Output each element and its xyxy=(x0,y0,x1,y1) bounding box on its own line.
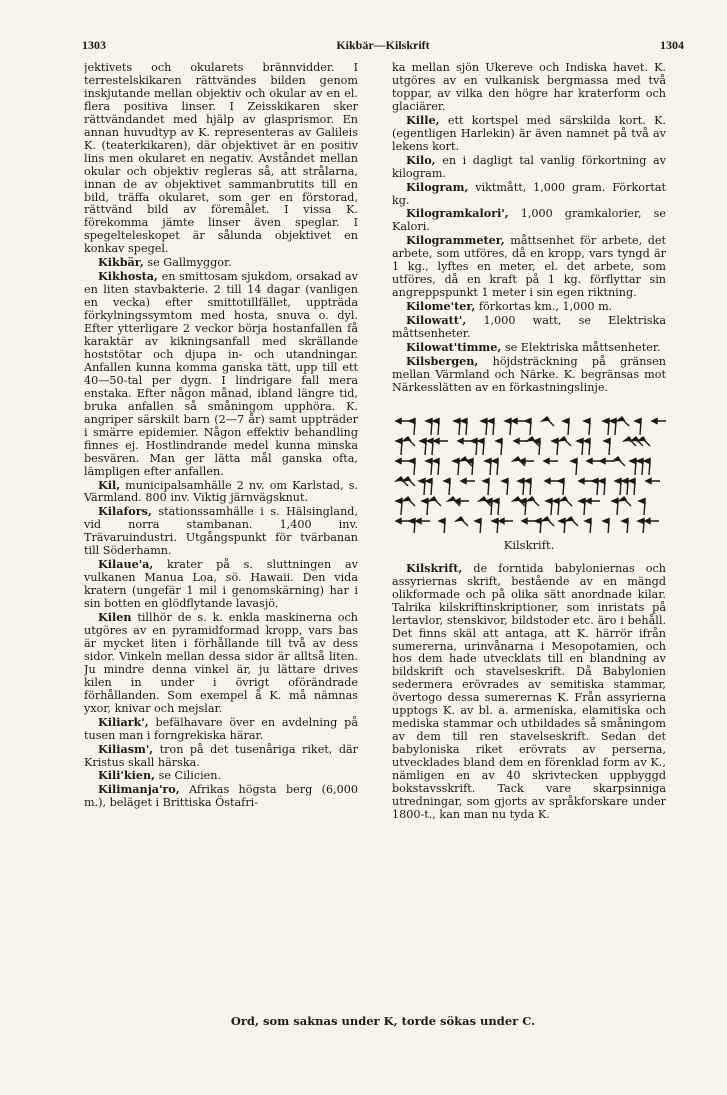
entry-text: tillhör de s. k. enkla maskinerna och utgöres av en pyramidformad kropp, vars bas är mycket liten i förhållande till två av dess sidor. Vinkeln mellan dessa sidor är alltså liten. Ju mindre denna vinkel är, ju lättare drives kilen in under i övrigt oförändrade förhållanden. Som exempel å K. må nämnas yxor, knivar och mejslar. xyxy=(84,611,358,715)
entry-headword: Kilome'ter, xyxy=(406,299,476,314)
cuneiform-inscription-figure xyxy=(392,409,666,533)
entry-text: måttsenhet för arbete, det arbete, som utföres, då en kropp, vars tyngd är 1 kg., lyftes en meter, el. det arbete, som utföres, då en kraft på 1 kg. förflyttar sin angreppspunkt 1 meter i sin egen riktning. xyxy=(392,234,666,300)
entry-headword: Kilaue'a, xyxy=(98,557,154,572)
entry-headword: Kikhosta, xyxy=(98,269,158,284)
dictionary-entry xyxy=(84,769,358,783)
dictionary-entry xyxy=(84,505,358,558)
dictionary-entry xyxy=(392,114,666,154)
page-number-right: 1304 xyxy=(660,38,684,52)
right-column-entries-top xyxy=(392,62,666,395)
entry-text: en i dagligt tal vanlig förkortning av kilogram. xyxy=(392,153,666,180)
entry-headword: Kil, xyxy=(98,477,121,492)
entry-headword: Kiliark', xyxy=(98,714,149,729)
entry-headword: Kili'kien, xyxy=(98,768,156,783)
dictionary-entry xyxy=(392,341,666,355)
entry-text: tron på det tusenåriga riket, där Kristus skall härska. xyxy=(84,742,358,769)
entry-text: krater på s. sluttningen av vulkanen Manua Loa, sö. Hawaii. Den vida kratern (ungefär 1 mil i genomskärning) har i sin botten en glödflytande lavasjö. xyxy=(84,558,358,611)
entry-text: se Elektriska måttsenheter. xyxy=(501,341,661,355)
entry-text: se Cilicien. xyxy=(155,769,222,783)
dictionary-entry xyxy=(392,234,666,300)
entry-text: de forntida babyloniernas och assyriernas skrift, bestående av en mängd olikformade och på olika sätt anordnade kilar. Talrika kilskriftinskriptioner, som inristats på lertavlor, stenskivor, bildstoder etc. äro i behåll. Det finns skäl att antaga, att K. härrör ifrån sumererna, urinvånarna i Mesopotamien, och hos dem hade utvecklats till en blandning av bildskrift och stavelseskrift. Då Babylonien sedermera erövrades av semitiska stammar, övertogo dessa sumerernas K. Från assyrierna upptogs K. av bl. a. armeniska, elamitiska och mediska stammar och utbildades så småningom av dem till ren stavelseskrift. Sedan det babyloniska riket erövrats av perserna, utvecklades bland dem en förenklad form av K., nämligen en av 40 skrivtecken uppbyggd bokstavsskrift. Tack vare skarpsinniga utredningar, som gjorts av språkforskare under 1800-t., kan man nu tyda K. xyxy=(392,561,666,821)
dictionary-entry xyxy=(84,62,358,256)
dictionary-entry xyxy=(84,743,358,770)
figure-caption: Kilskrift. xyxy=(503,537,555,552)
entry-text: höjdsträckning på gränsen mellan Värmland och Närke. K. begränsas mot Närkesslätten av en förkastningslinje. xyxy=(392,354,666,394)
entry-text: 1,000 gramkalorier, se Kalori. xyxy=(392,207,666,234)
dictionary-entry xyxy=(84,611,358,716)
dictionary-entry xyxy=(392,562,666,822)
entry-headword: Kilowatt', xyxy=(406,313,467,328)
dictionary-entry xyxy=(84,716,358,743)
entry-text: ka mellan sjön Ukereve och Indiska havet. K. utgöres av en vulkanisk bergmassa med två toppar, av vilka den högre har kraterform och glaciärer. xyxy=(392,62,666,113)
dictionary-entry xyxy=(392,207,666,234)
right-column xyxy=(392,62,666,1010)
entry-headword: Kilskrift, xyxy=(406,560,463,575)
entry-text: jektivets och okularets brännvidder. I terrestelskikaren rättvändes bilden genom inskjutande mellan objektiv och okular av en el. flera positiva linser. I Zeisskikaren sker rättvändandet med hjälp av glasprismor. En annan huvudtyp av K. representeras av Galileis K. (teaterkikaren), där objektivet är en positiv lins men okularet en negativ. Avståndet mellan okular och objektiv regleras så, att strålarna, innan de av objektivet sammanbrutits till en bild, träffa okularet, som ger en förstorad, rättvänd bild av föremålet. I vissa K. förekomma jämte linser även speglar. I spegelteleskopet är sålunda objektivet en konkav spegel. xyxy=(84,62,358,256)
running-title: Kikbär—Kilskrift xyxy=(336,38,430,52)
dictionary-entry xyxy=(392,314,666,341)
entry-headword: Kilogrammeter, xyxy=(406,233,505,248)
entry-headword: Kille, xyxy=(406,112,440,127)
entry-text: befälhavare över en avdelning på tusen man i forngrekiska härar. xyxy=(84,715,358,742)
entry-text: municipalsamhälle 2 nv. om Karlstad, s. Värmland. 800 inv. Viktig järnvägsknut. xyxy=(84,478,358,505)
dictionary-entry xyxy=(84,256,358,270)
dictionary-entry xyxy=(84,479,358,506)
entry-headword: Kilogramkalori', xyxy=(406,206,509,221)
entry-text: en smittosam sjukdom, orsakad av en liten stavbakterie. 2 till 14 dagar (vanligen en vecka) efter smittotillfället, uppträda förkylningssymtom med hosta, snuva o. dyl. Efter ytterligare 2 veckor börja hostanfallen få karaktär av kikningsanfall med skrällande hoststötar och djupa in- och utandningar. Anfallen kunna komma ganska tätt, upp till ett 40—50-tal per dygn. I lindrigare fall mera enstaka. Efter någon månad, ibland längre tid, bruka anfallen så småningom upphöra. K. angriper särskilt barn (2—7 år) samt uppträder i smärre epidemier. Någon effektiv behandling finnes ej. Hostlindrande medel kunna minska besvären. Man ger lätta mål ganska ofta, lämpligen efter anfallen. xyxy=(84,270,358,478)
dictionary-entry xyxy=(392,62,666,114)
entry-text: stationssamhälle i s. Hälsingland, vid norra stambanan. 1,400 inv. Trävaruindustri. Utgångspunkt för tvärbanan till Söderhamn. xyxy=(84,505,358,558)
entry-headword: Kilo, xyxy=(406,152,436,167)
dictionary-entry xyxy=(392,154,666,181)
entry-headword: Kilogram, xyxy=(406,179,469,194)
dictionary-entry xyxy=(84,270,358,478)
entry-headword: Kilowat'timme, xyxy=(406,340,502,355)
page-footer-note: Ord, som saknas under K, torde sökas under C. xyxy=(230,1014,536,1028)
entry-text: 1,000 watt, se Elektriska måttsenheter. xyxy=(392,314,666,341)
entry-headword: Kikbär, xyxy=(98,255,144,270)
dictionary-entry xyxy=(392,355,666,395)
entry-headword: Kilsbergen, xyxy=(406,353,479,368)
entry-text: viktmått, 1,000 gram. Förkortat kg. xyxy=(392,180,666,207)
entry-headword: Kilafors, xyxy=(98,504,152,519)
entry-text: förkortas km., 1,000 m. xyxy=(475,300,613,314)
left-column xyxy=(84,62,358,1010)
dictionary-entry xyxy=(84,783,358,810)
entry-text: ett kortspel med särskilda kort. K. (egentligen Harlekin) är även namnet på två av lekens kort. xyxy=(392,113,666,153)
dictionary-entry xyxy=(392,300,666,314)
entry-headword: Kilen xyxy=(98,610,132,625)
page-number-left: 1303 xyxy=(82,38,106,52)
entry-headword: Kiliasm', xyxy=(98,741,154,756)
dictionary-entry xyxy=(392,181,666,208)
dictionary-entry xyxy=(84,558,358,611)
cuneiform-signs xyxy=(392,409,666,533)
entry-text: se Gallmyggor. xyxy=(143,256,232,270)
entry-text: Afrikas högsta berg (6,000 m.), beläget i Brittiska Östafri- xyxy=(84,783,358,810)
entry-headword: Kilimanja'ro, xyxy=(98,782,180,797)
right-column-entries-bottom xyxy=(392,562,666,822)
page-header xyxy=(80,38,686,56)
